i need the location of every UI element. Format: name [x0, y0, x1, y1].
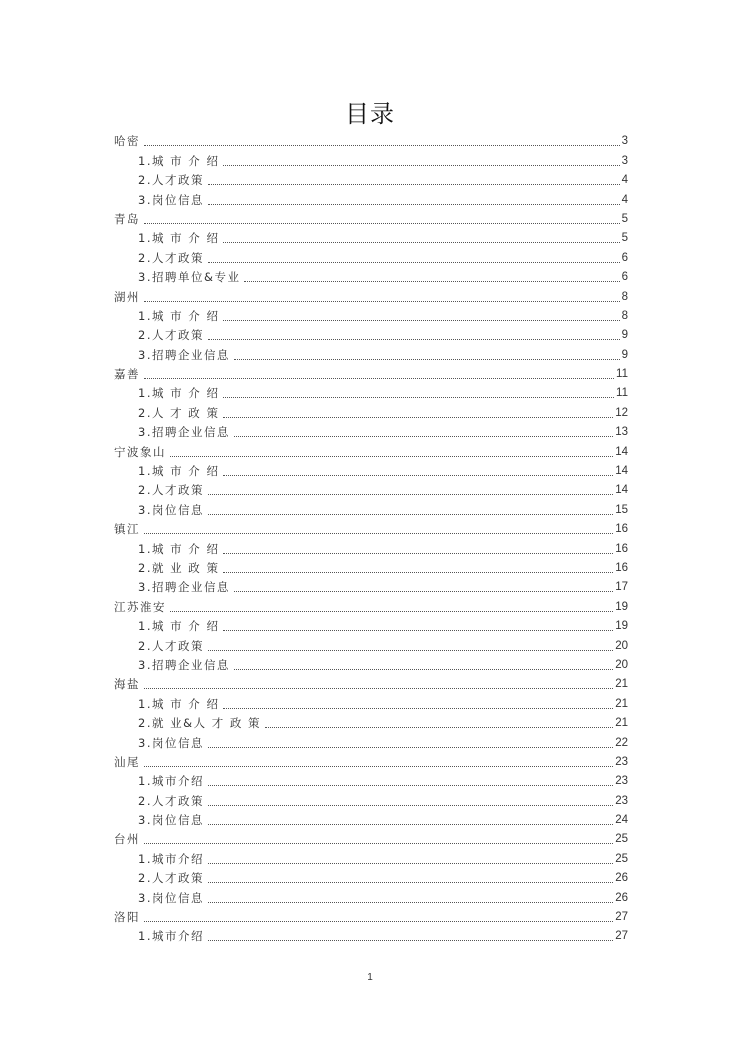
toc-entry-page: 3 [621, 154, 628, 167]
dot-leader [208, 649, 613, 651]
dot-leader [208, 513, 613, 515]
toc-entry-label: 1.城 市 介 绍 [138, 231, 220, 246]
toc-subsection-entry[interactable] [114, 401, 628, 420]
toc-entry-page: 20 [615, 639, 628, 652]
toc-entry-label: 1.城 市 介 绍 [138, 464, 220, 479]
toc-entry-page: 14 [615, 465, 628, 478]
toc-entry-label: 2.人才政策 [138, 328, 204, 343]
dot-leader [234, 590, 613, 592]
toc-entry-page: 24 [615, 814, 628, 827]
toc-entry-label: 3.招聘企业信息 [138, 657, 230, 672]
toc-subsection-entry[interactable] [114, 324, 628, 343]
dot-leader [208, 881, 613, 883]
dot-leader [144, 377, 614, 379]
toc-subsection-entry[interactable] [114, 770, 628, 789]
dot-leader [144, 532, 613, 534]
toc-subsection-entry[interactable] [114, 789, 628, 808]
toc-entry-page: 23 [615, 755, 628, 768]
page-title: 目录 [345, 100, 395, 128]
dot-leader [208, 746, 613, 748]
dot-leader [208, 939, 613, 941]
dot-leader [223, 396, 614, 398]
dot-leader [208, 784, 613, 786]
dot-leader [144, 920, 613, 922]
toc-entry-label: 江苏淮安 [114, 599, 166, 614]
toc-subsection-entry[interactable] [114, 246, 628, 265]
toc-entry-label: 2.就 业 政 策 [138, 560, 220, 575]
toc-entry-label: 镇江 [114, 522, 140, 537]
dot-leader [144, 300, 620, 302]
toc-subsection-entry[interactable] [114, 537, 628, 556]
dot-leader [208, 338, 620, 340]
dot-leader [234, 358, 620, 360]
toc-entry-page: 16 [615, 542, 628, 555]
toc-subsection-entry[interactable] [114, 498, 628, 517]
toc-entry-label: 3.招聘企业信息 [138, 347, 230, 362]
toc-entry-label: 2.人才政策 [138, 871, 204, 886]
toc-subsection-entry[interactable] [114, 712, 628, 731]
toc-entry-label: 湖州 [114, 289, 140, 304]
toc-entry-label: 1.城市介绍 [138, 774, 204, 789]
toc-entry-label: 青岛 [114, 211, 140, 226]
toc-section-entry[interactable] [114, 440, 628, 459]
toc-subsection-entry[interactable] [114, 692, 628, 711]
toc-entry-label: 2.人才政策 [138, 793, 204, 808]
toc-entry-page: 16 [615, 523, 628, 536]
toc-entry-page: 14 [615, 445, 628, 458]
toc-entry-page: 5 [621, 212, 628, 225]
toc-entry-page: 19 [615, 600, 628, 613]
toc-entry-label: 3.岗位信息 [138, 735, 204, 750]
dot-leader [144, 842, 613, 844]
toc-subsection-entry[interactable] [114, 867, 628, 886]
dot-leader [244, 280, 619, 282]
toc-entry-page: 21 [615, 678, 628, 691]
toc-entry-page: 25 [615, 833, 628, 846]
toc-entry-label: 1.城 市 介 绍 [138, 696, 220, 711]
toc-subsection-entry[interactable] [114, 479, 628, 498]
dot-leader [223, 474, 613, 476]
dot-leader [208, 261, 620, 263]
toc-entry-label: 海盐 [114, 677, 140, 692]
toc-entry-page: 17 [615, 581, 628, 594]
dot-leader [170, 455, 613, 457]
toc-entry-page: 26 [615, 872, 628, 885]
dot-leader [223, 416, 613, 418]
table-of-contents [114, 130, 628, 944]
dot-leader [234, 435, 613, 437]
page-number: 1 [367, 972, 373, 983]
dot-leader [144, 144, 620, 146]
toc-section-entry[interactable] [114, 673, 628, 692]
toc-section-entry[interactable] [114, 285, 628, 304]
toc-entry-label: 3.岗位信息 [138, 502, 204, 517]
toc-subsection-entry[interactable] [114, 576, 628, 595]
toc-section-entry[interactable] [114, 751, 628, 770]
toc-entry-page: 6 [621, 251, 628, 264]
toc-entry-label: 2.人才政策 [138, 173, 204, 188]
toc-entry-page: 8 [621, 309, 628, 322]
toc-subsection-entry[interactable] [114, 421, 628, 440]
toc-section-entry[interactable] [114, 363, 628, 382]
toc-section-entry[interactable] [114, 130, 628, 149]
toc-section-entry[interactable] [114, 906, 628, 925]
toc-entry-label: 汕尾 [114, 754, 140, 769]
toc-entry-page: 27 [615, 911, 628, 924]
toc-entry-label: 2.人才政策 [138, 250, 204, 265]
toc-subsection-entry[interactable] [114, 188, 628, 207]
toc-entry-page: 16 [615, 561, 628, 574]
toc-subsection-entry[interactable] [114, 227, 628, 246]
toc-entry-page: 14 [615, 484, 628, 497]
toc-subsection-entry[interactable] [114, 886, 628, 905]
dot-leader [208, 493, 613, 495]
toc-entry-page: 15 [615, 503, 628, 516]
toc-section-entry[interactable] [114, 518, 628, 537]
toc-entry-label: 洛阳 [114, 910, 140, 925]
toc-entry-label: 2.人 才 政 策 [138, 405, 220, 420]
toc-entry-label: 3.招聘企业信息 [138, 580, 230, 595]
toc-entry-label: 2.人才政策 [138, 638, 204, 653]
toc-entry-label: 1.城 市 介 绍 [138, 153, 220, 168]
toc-subsection-entry[interactable] [114, 169, 628, 188]
toc-entry-page: 8 [621, 290, 628, 303]
toc-subsection-entry[interactable] [114, 382, 628, 401]
toc-entry-page: 11 [616, 387, 628, 400]
toc-entry-label: 3.岗位信息 [138, 192, 204, 207]
dot-leader [208, 823, 613, 825]
toc-section-entry[interactable] [114, 595, 628, 614]
toc-subsection-entry[interactable] [114, 460, 628, 479]
toc-entry-page: 22 [615, 736, 628, 749]
toc-entry-page: 25 [615, 852, 628, 865]
dot-leader [208, 901, 613, 903]
toc-subsection-entry[interactable] [114, 731, 628, 750]
toc-entry-page: 9 [621, 329, 628, 342]
toc-entry-page: 4 [621, 193, 628, 206]
toc-entry-label: 2.人才政策 [138, 483, 204, 498]
toc-subsection-entry[interactable] [114, 343, 628, 362]
dot-leader [208, 862, 613, 864]
toc-subsection-entry[interactable] [114, 557, 628, 576]
toc-entry-label: 1.城 市 介 绍 [138, 541, 220, 556]
toc-entry-page: 20 [615, 658, 628, 671]
toc-entry-page: 3 [621, 135, 628, 148]
toc-entry-label: 3.招聘企业信息 [138, 425, 230, 440]
toc-entry-page: 12 [615, 406, 628, 419]
toc-entry-page: 19 [615, 620, 628, 633]
dot-leader [223, 571, 613, 573]
toc-subsection-entry[interactable] [114, 634, 628, 653]
toc-section-entry[interactable] [114, 828, 628, 847]
toc-entry-page: 4 [621, 174, 628, 187]
toc-entry-page: 27 [615, 930, 628, 943]
toc-entry-label: 台州 [114, 832, 140, 847]
toc-subsection-entry[interactable] [114, 847, 628, 866]
dot-leader [223, 707, 613, 709]
toc-entry-label: 宁波象山 [114, 444, 166, 459]
toc-entry-label: 1.城 市 介 绍 [138, 308, 220, 323]
toc-entry-label: 哈密 [114, 134, 140, 149]
dot-leader [234, 668, 613, 670]
toc-subsection-entry[interactable] [114, 305, 628, 324]
toc-entry-page: 26 [615, 891, 628, 904]
dot-leader [144, 222, 620, 224]
toc-entry-page: 23 [615, 794, 628, 807]
toc-subsection-entry[interactable] [114, 809, 628, 828]
dot-leader [208, 183, 620, 185]
toc-entry-label: 嘉善 [114, 367, 140, 382]
toc-entry-page: 21 [615, 697, 628, 710]
dot-leader [208, 203, 620, 205]
toc-entry-label: 2.就 业&人 才 政 策 [138, 716, 262, 731]
dot-leader [223, 241, 619, 243]
toc-entry-page: 6 [621, 271, 628, 284]
toc-entry-label: 3.岗位信息 [138, 813, 204, 828]
dot-leader [223, 319, 619, 321]
dot-leader [265, 726, 613, 728]
toc-subsection-entry[interactable] [114, 149, 628, 168]
toc-entry-label: 1.城市介绍 [138, 929, 204, 944]
toc-entry-label: 3.招聘单位&专业 [138, 270, 241, 285]
dot-leader [144, 765, 613, 767]
toc-entry-page: 23 [615, 775, 628, 788]
dot-leader [144, 687, 613, 689]
toc-entry-page: 21 [615, 717, 628, 730]
dot-leader [170, 610, 613, 612]
toc-entry-label: 3.岗位信息 [138, 890, 204, 905]
toc-subsection-entry[interactable] [114, 615, 628, 634]
dot-leader [208, 804, 613, 806]
dot-leader [223, 552, 613, 554]
toc-subsection-entry[interactable] [114, 925, 628, 944]
toc-subsection-entry[interactable] [114, 654, 628, 673]
toc-entry-label: 1.城 市 介 绍 [138, 386, 220, 401]
toc-entry-page: 13 [615, 426, 628, 439]
toc-entry-label: 1.城市介绍 [138, 851, 204, 866]
toc-subsection-entry[interactable] [114, 266, 628, 285]
toc-entry-label: 1.城 市 介 绍 [138, 619, 220, 634]
toc-entry-page: 5 [621, 232, 628, 245]
dot-leader [223, 629, 613, 631]
toc-entry-page: 11 [616, 368, 628, 381]
toc-section-entry[interactable] [114, 208, 628, 227]
toc-entry-page: 9 [621, 348, 628, 361]
dot-leader [223, 164, 619, 166]
